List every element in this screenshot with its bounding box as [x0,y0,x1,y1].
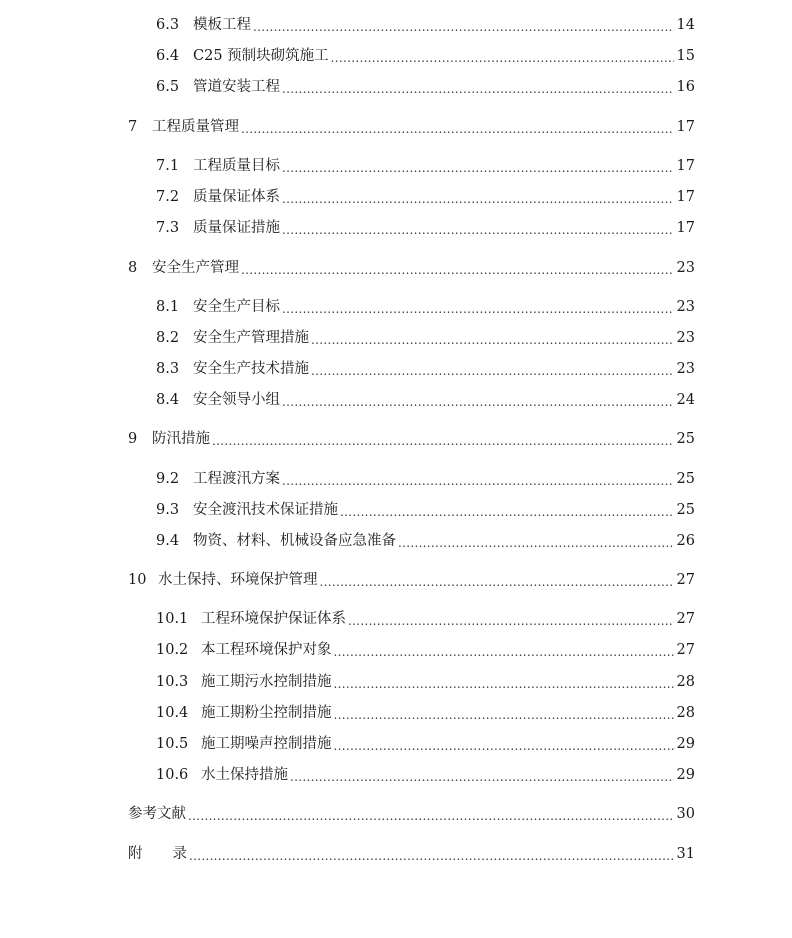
dot-leader [282,296,674,318]
toc-title: 工程质量目标 [193,158,280,174]
toc-entry-10-3[interactable] [156,671,695,693]
toc-title: 施工期污水控制措施 [201,674,332,690]
dot-leader [334,733,674,755]
appendix-title-part2: 录 [172,846,187,862]
toc-entry-10[interactable] [128,569,695,591]
toc-title: 质量保证体系 [193,189,280,205]
toc-title: 质量保证措施 [193,220,280,236]
toc-title: 安全生产目标 [193,299,280,315]
toc-page: 26 [676,533,695,549]
dot-leader [334,671,674,693]
toc-title: 本工程环境保护对象 [201,642,332,658]
toc-entry-8-3[interactable] [156,358,695,380]
toc-page: 17 [676,220,695,236]
toc-entry-10-2[interactable] [156,639,695,661]
toc-entry-9-2[interactable] [156,468,695,490]
toc-number: 6.5 [156,79,180,95]
toc-page: 25 [676,502,695,518]
toc-entry-references[interactable] [128,803,695,825]
dot-leader [282,186,674,208]
dot-leader [212,428,674,450]
toc-number: 8 [128,260,138,276]
toc-entry-10-5[interactable] [156,733,695,755]
toc-title: 水土保持措施 [201,767,288,783]
toc-page: 23 [676,260,695,276]
toc-page: 23 [676,361,695,377]
toc-entry-8-2[interactable] [156,327,695,349]
toc-page: 17 [676,189,695,205]
toc-title: 工程渡汛方案 [193,471,280,487]
dot-leader [282,155,674,177]
toc-entry-6-5[interactable] [156,76,695,98]
dot-leader [282,389,674,411]
toc-number: 8.3 [156,361,180,377]
toc-number: 6.4 [156,48,180,64]
dot-leader [290,764,674,786]
toc-entry-8-1[interactable] [156,296,695,318]
toc-entry-10-4[interactable] [156,702,695,724]
dot-leader [334,702,674,724]
toc-number: 9 [128,431,138,447]
toc-entry-8[interactable] [128,257,695,279]
toc-title: 安全渡汛技术保证措施 [193,502,338,518]
toc-entry-9[interactable] [128,428,695,450]
toc-entry-appendix[interactable] [128,843,695,865]
toc-page: 16 [676,79,695,95]
dot-leader [311,358,674,380]
toc-title: 安全领导小组 [193,392,280,408]
toc-entry-7-1[interactable] [156,155,695,177]
toc-number: 10.5 [156,736,189,752]
toc-page: 31 [676,846,695,862]
toc-number: 7.1 [156,158,180,174]
toc-page: 27 [676,572,695,588]
toc-number: 9.2 [156,471,180,487]
toc-entry-8-4[interactable] [156,389,695,411]
toc-entry-7[interactable] [128,116,695,138]
toc-number: 6.3 [156,17,180,33]
toc-page: 25 [676,471,695,487]
dot-leader [311,327,674,349]
toc-entry-9-4[interactable] [156,530,695,552]
toc-page: 28 [676,705,695,721]
toc-number: 9.3 [156,502,180,518]
dot-leader [331,45,674,67]
dot-leader [253,14,674,36]
toc-entry-7-3[interactable] [156,217,695,239]
toc-number: 7.3 [156,220,180,236]
toc-number: 10.2 [156,642,189,658]
dot-leader [189,843,674,865]
toc-number: 8.1 [156,299,180,315]
toc-title: 水土保持、环境保护管理 [158,572,318,588]
toc-title: C25 预制块砌筑施工 [193,48,329,64]
toc-number: 8.2 [156,330,180,346]
dot-leader [282,76,674,98]
toc-page: 17 [676,119,695,135]
dot-leader [188,803,674,825]
dot-leader [320,569,674,591]
toc-title: 安全生产技术措施 [193,361,309,377]
toc-title: 物资、材料、机械设备应急准备 [193,533,396,549]
toc-title: 管道安装工程 [193,79,280,95]
toc-page: 15 [676,48,695,64]
toc-title: 安全生产管理措施 [193,330,309,346]
toc-number: 8.4 [156,392,180,408]
toc-page: 29 [676,736,695,752]
toc-entry-10-1[interactable] [156,608,695,630]
toc-number: 7 [128,119,138,135]
toc-number: 10.3 [156,674,189,690]
toc-entry-9-3[interactable] [156,499,695,521]
toc-page: 30 [676,806,695,822]
dot-leader [398,530,674,552]
toc-number: 10 [128,572,147,588]
toc-number: 7.2 [156,189,180,205]
toc-title: 安全生产管理 [152,260,239,276]
toc-title: 施工期粉尘控制措施 [201,705,332,721]
toc-page: 28 [676,674,695,690]
toc-page: 25 [676,431,695,447]
toc-page: 27 [676,642,695,658]
toc-number: 10.4 [156,705,189,721]
toc-page: 14 [676,17,695,33]
toc-title [128,843,187,865]
dot-leader [241,257,674,279]
toc-title: 工程环境保护保证体系 [201,611,346,627]
dot-leader [241,116,674,138]
toc-entry-10-6[interactable] [156,764,695,786]
toc-page: 27 [676,611,695,627]
toc-entry-7-2[interactable] [156,186,695,208]
dot-leader [282,217,674,239]
toc-entry-6-4[interactable] [156,45,695,67]
toc-title: 参考文献 [128,806,186,822]
toc-title: 工程质量管理 [152,119,239,135]
toc-title: 模板工程 [193,17,251,33]
toc-number: 9.4 [156,533,180,549]
toc-entry-6-3[interactable] [156,14,695,36]
dot-leader [348,608,674,630]
toc-page: 29 [676,767,695,783]
dot-leader [282,468,674,490]
dot-leader [334,639,674,661]
toc-page: 17 [676,158,695,174]
dot-leader [340,499,674,521]
toc-page: 23 [676,299,695,315]
toc-page: 23 [676,330,695,346]
toc-number: 10.1 [156,611,189,627]
toc-page: 24 [676,392,695,408]
appendix-title-part1: 附 [128,846,143,862]
toc-number: 10.6 [156,767,189,783]
toc-title: 施工期噪声控制措施 [201,736,332,752]
toc-title: 防汛措施 [152,431,210,447]
